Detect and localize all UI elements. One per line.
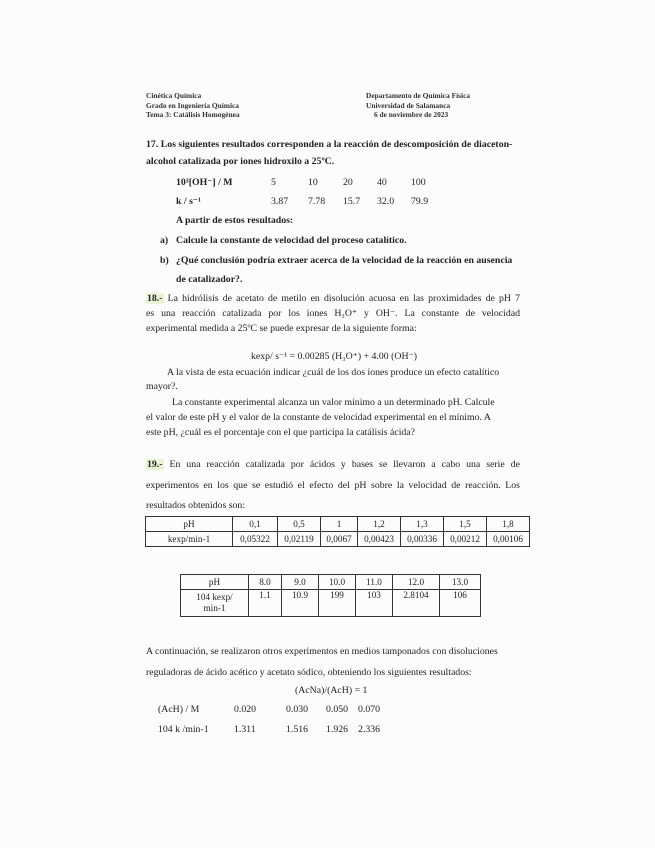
problem-18-line3: experimental medida a 25ºC se puede expresar de la siguiente forma:	[146, 323, 417, 334]
acid-conc-label: (AcH) / M	[158, 704, 200, 715]
table-cell: 0,02119	[278, 532, 321, 547]
table-cell: 1.311	[234, 724, 256, 735]
table-cell: 0,0067	[321, 532, 358, 547]
rate-label: 104 k /min-1	[158, 724, 209, 735]
table-row	[176, 178, 445, 197]
problem-17-intro: A partir de estos resultados:	[176, 215, 294, 226]
topic-name: Tema 3: Catálisis Homogénea	[146, 110, 240, 120]
table-cell: 5	[271, 177, 276, 188]
department-name: Departamento de Química Física	[366, 91, 471, 100]
table-cell: pH	[181, 575, 249, 590]
table-cell	[181, 590, 249, 617]
table-cell: pH	[146, 517, 233, 532]
table-cell: kexp/min-1	[146, 532, 233, 547]
table-cell: 1.1	[249, 590, 282, 617]
problem-17-number: 17.	[146, 139, 159, 150]
table-cell: 1,8	[487, 517, 530, 532]
table-cell: 0.020	[234, 704, 257, 715]
problem-18-q2-line1: La constante experimental alcanza un valor mínimo a un determinado pH. Calcule	[172, 397, 495, 408]
buffer-table	[158, 705, 390, 735]
table-row	[158, 705, 390, 725]
table-row	[146, 532, 530, 547]
table-cell: 11.0	[356, 575, 393, 590]
question-b-line1: ¿Qué conclusión podría extraer acerca de la velocidad de la reacción en ausencia	[176, 255, 513, 266]
table-cell: 79.9	[411, 196, 429, 207]
problem-18-number: 18.-	[147, 293, 163, 304]
question-b-line2: de catalizador?.	[176, 274, 243, 285]
table-cell: 103	[356, 590, 393, 617]
degree-name: Grado en Ingeniería Química	[146, 100, 239, 110]
problem-19-cont-line1: A continuación, se realizaron otros experimentos en medios tamponados con disoluciones	[146, 646, 498, 657]
table-row	[181, 575, 481, 590]
table-cell: 0,00212	[444, 532, 487, 547]
ph-table-base	[180, 574, 481, 617]
table-cell: 0,00336	[401, 532, 444, 547]
buffer-ratio: (AcNa)/(AcH) = 1	[295, 685, 368, 696]
problem-17-line2: alcohol catalizada por iones hidroxilo a 25ºC.	[146, 156, 335, 167]
rate-equation: kexp/ s⁻¹ = 0.00285 (H₃O⁺) + 4.00 (OH⁻)	[251, 351, 417, 362]
table-cell: 100	[411, 177, 426, 188]
table-cell: 7.78	[308, 196, 326, 207]
table-row	[146, 517, 530, 532]
question-b-label: b)	[160, 255, 169, 266]
university-name: Universidad de Salamanca	[366, 100, 451, 110]
table-cell: 3.87	[271, 196, 289, 207]
table-cell: 0,5	[278, 517, 321, 532]
problem-19-text-1: En una reacción catalizada por ácidos y bases se llevaron a cabo una serie de	[169, 459, 520, 470]
table-cell: 106	[440, 590, 481, 617]
table-row	[181, 590, 481, 617]
problem-19-cont-line2: reguladoras de ácido acético y acetato sódico, obteniendo los siguientes resultados:	[146, 667, 472, 678]
oh-conc-label: 10³[OH⁻] / M	[176, 177, 233, 188]
problem-18-q1-line2: mayor?.	[146, 381, 178, 392]
table-cell: 20	[343, 177, 353, 188]
course-title: Cinética Química	[146, 91, 202, 100]
problem-18-text-1: La hidrólisis de acetato de metilo en disolución acuosa en las proximidades de pH 7	[167, 293, 521, 304]
table-cell: 1,3	[401, 517, 444, 532]
problem-18-q2-line3: este pH, ¿cuál es el porcentaje con el que participa la catálisis ácida?	[146, 427, 416, 438]
problem-18-line2: es una reacción catalizada por los iones H₃O⁺ y OH⁻. La constante de velocidad	[146, 308, 520, 319]
document-date: 6 de noviembre de 2023	[374, 110, 449, 120]
problem-17-table	[176, 178, 445, 207]
table-row	[176, 197, 445, 207]
rate-constant-label: k / s⁻¹	[176, 196, 201, 207]
table-row	[158, 725, 390, 735]
table-cell: 199	[319, 590, 356, 617]
table-cell: 15.7	[343, 196, 361, 207]
row-label-bottom: min-1	[203, 603, 226, 613]
question-a-text: Calcule la constante de velocidad del proceso catalítico.	[176, 235, 407, 246]
header-right	[366, 91, 470, 120]
table-cell: 8.0	[249, 575, 282, 590]
table-cell: 1,5	[444, 517, 487, 532]
table-cell: 12.0	[393, 575, 440, 590]
header-left	[146, 91, 240, 120]
problem-19-line3: resultados obtenidos son:	[146, 500, 246, 511]
table-cell: 0,05322	[233, 532, 278, 547]
problem-18-q2-line2: el valor de este pH y el valor de la constante de velocidad experimental en el mínimo. A	[146, 412, 491, 423]
problem-17-text-1: Los siguientes resultados corresponden a la reacción de descomposición de diaceton-	[160, 139, 513, 150]
table-cell: 13.0	[440, 575, 481, 590]
problem-18-q1-line1: A la vista de esta ecuación indicar ¿cuál de los dos iones produce un efecto catalítico	[167, 367, 500, 378]
question-a-label: a)	[160, 235, 169, 246]
row-label-top: 104 kexp/	[196, 592, 233, 602]
table-cell: 0.050	[326, 704, 349, 715]
table-cell: 0.030	[286, 704, 309, 715]
table-cell: 2.336	[358, 724, 381, 735]
table-cell: 9.0	[282, 575, 319, 590]
problem-19-line2: experimentos en los que se estudió el efecto del pH sobre la velocidad de reacción. Los	[146, 480, 520, 491]
problem-19-number: 19.-	[147, 459, 163, 470]
ph-table-acid	[145, 516, 530, 547]
problem-18-line1	[146, 294, 520, 304]
table-cell: 0,00106	[487, 532, 530, 547]
problem-19-line1	[146, 460, 520, 470]
table-cell: 1.516	[286, 724, 309, 735]
table-cell: 10.0	[319, 575, 356, 590]
problem-17-line1	[146, 140, 521, 150]
table-cell: 0,00423	[358, 532, 401, 547]
table-cell: 2.8104	[393, 590, 440, 617]
table-cell: 1,2	[358, 517, 401, 532]
table-cell: 1	[321, 517, 358, 532]
table-cell: 10	[308, 177, 318, 188]
table-cell: 0,1	[233, 517, 278, 532]
table-cell: 40	[377, 177, 387, 188]
table-cell: 0.070	[358, 704, 381, 715]
table-cell: 32.0	[377, 196, 395, 207]
table-cell: 1.926	[326, 724, 349, 735]
table-cell: 10.9	[282, 590, 319, 617]
